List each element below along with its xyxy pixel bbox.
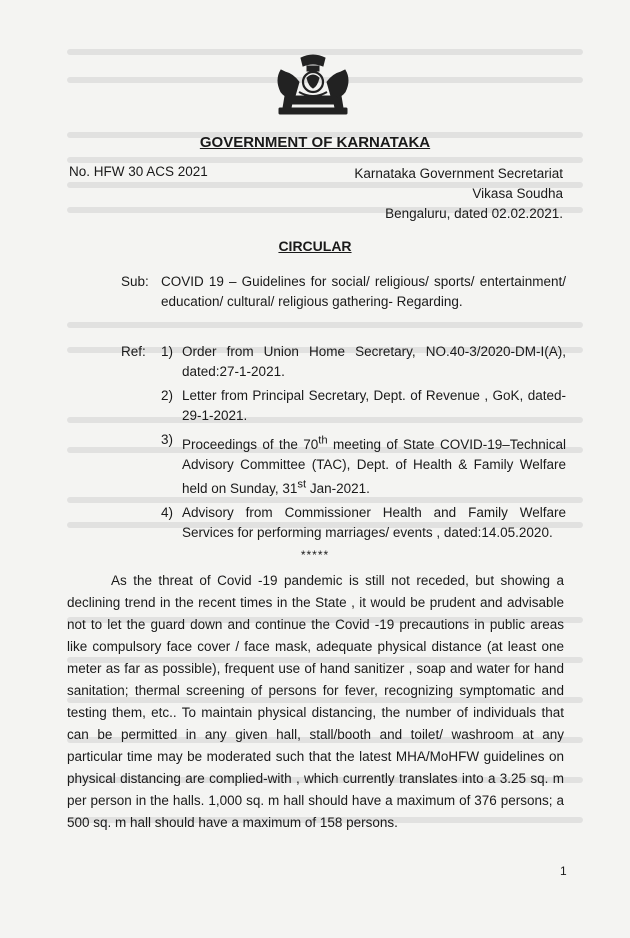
reference-number: 4) <box>161 505 174 520</box>
sender-address <box>354 164 563 224</box>
reference-item <box>161 342 566 382</box>
references-block <box>121 342 566 547</box>
circular-heading: CIRCULAR <box>278 238 352 254</box>
reference-item <box>161 430 566 499</box>
file-number: No. HFW 30 ACS 2021 <box>69 164 208 179</box>
subject-text: COVID 19 – Guidelines for social/ religious/ sports/ entertainment/ education/ cultural/ religious gathering- Regarding. <box>161 274 566 309</box>
address-line: Vikasa Soudha <box>472 186 563 201</box>
document-title: GOVERNMENT OF KARNATAKA <box>199 134 431 151</box>
reference-text: Advisory from Commissioner Health and Family Welfare Services for performing marriages/ events , dated:14.05.2020. <box>182 505 566 540</box>
reference-text: Order from Union Home Secretary, NO.40-3/2020-DM-I(A), dated:27-1-2021. <box>182 344 566 379</box>
references-label: Ref: <box>121 344 146 359</box>
reference-text-part: Proceedings of the 70 <box>182 436 319 452</box>
reference-number: 2) <box>161 388 174 403</box>
subject-block <box>121 272 566 312</box>
body-paragraph: As the threat of Covid -19 pandemic is still not receded, but showing a declining trend in the recent times in the State , it would be prudent and advisable not to let the guard down and continue the Covid -19 precautions in public areas like compulsory face cover / face mask, adequate physical distance (at least one meter as far as possible), frequent use of hand sanitizer , soap and water for hand sanitation; thermal screening of persons for fever, recognizing symptomatic and testing them, etc.. To maintain physical distancing, the number of individuals that can be permitted in any given hall, stall/booth and toilet/ washroom at any particular time may be moderated such that the latest MHA/MoHFW guidelines on physical distancing are complied-with , which currently translates into a 3.25 sq. m per person in the halls. 1,000 sq. m hall should have a maximum of 376 persons; a 500 sq. m hall should have a maximum of 158 persons. <box>67 573 564 830</box>
reference-text-part: Jan-2021. <box>306 481 370 496</box>
page-number: 1 <box>560 864 567 878</box>
reference-item <box>161 503 566 543</box>
karnataka-state-emblem-icon <box>271 52 355 118</box>
reference-number: 3) <box>161 432 174 447</box>
subject-label: Sub: <box>121 274 149 289</box>
ordinal-suffix: th <box>318 434 328 446</box>
address-line-date: Bengaluru, dated 02.02.2021. <box>385 206 563 221</box>
reference-text <box>182 434 567 497</box>
address-line: Karnataka Government Secretariat <box>354 166 563 181</box>
ordinal-suffix: st <box>297 478 307 491</box>
reference-text: Letter from Principal Secretary, Dept. of Revenue , GoK, dated-29-1-2021. <box>182 388 566 423</box>
references-list <box>121 342 566 543</box>
reference-number: 1) <box>161 344 174 359</box>
section-separator: ***** <box>300 548 330 562</box>
reference-text-part: meeting of State COVID-19–Technical Advisory Committee (TAC), Dept. of Health & Family Welfare held on Sunday, 31 <box>182 436 567 496</box>
reference-item <box>161 386 566 426</box>
